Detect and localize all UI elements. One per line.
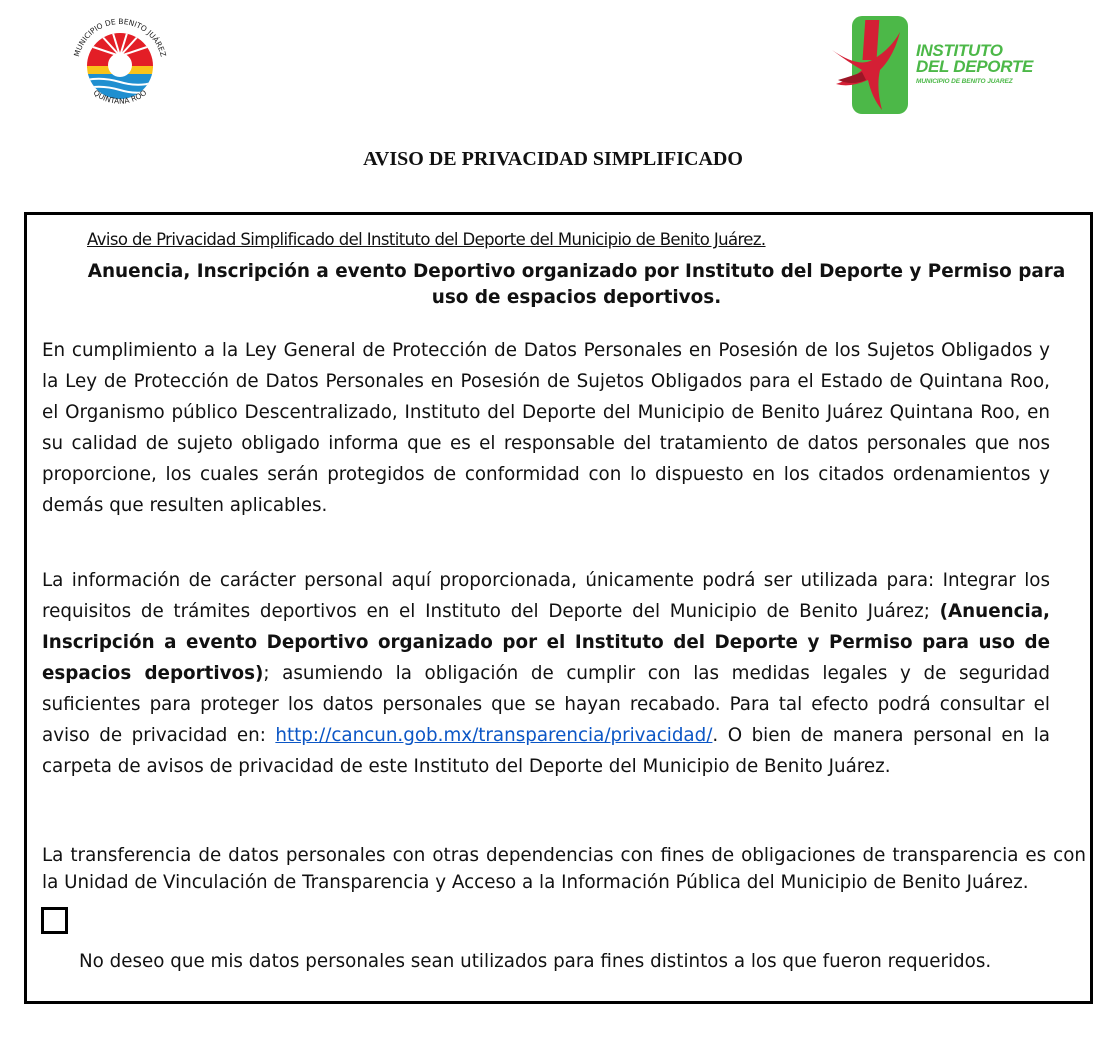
usage-text-2: ; asumiendo la obligación de cumplir con las medidas legales y de seguridad suficientes para proteger los datos personales que se hayan recabado. Para tal efecto podrá consultar el aviso de privacidad en: bbox=[42, 663, 1050, 746]
privacy-notice-box bbox=[24, 212, 1093, 1004]
brand-line-1: INSTITUTO bbox=[916, 41, 1003, 60]
notice-heading: Anuencia, Inscripción a evento Deportivo organizado por Instituto del Deporte y Permiso para uso de espacios deportivos. bbox=[87, 261, 1066, 308]
privacy-link[interactable]: http://cancun.gob.mx/transparencia/privacidad/ bbox=[275, 725, 713, 746]
paragraph-data-usage bbox=[42, 565, 1050, 782]
municipio-benito-juarez-logo bbox=[60, 8, 180, 120]
brand-line-3: MUNICIPIO DE BENITO JUAREZ bbox=[916, 78, 1013, 85]
brand-line-2: DEL DEPORTE bbox=[916, 57, 1033, 76]
paragraph-legal-basis: En cumplimiento a la Ley General de Protección de Datos Personales en Posesión de los Sujetos Obligados y la Ley de Protección de Datos Personales en Posesión de Sujetos Obligados para el Estado de Quintana Roo, el Organismo público Descentralizado, Instituto del Deporte del Municipio de Benito Juárez Quintana Roo, en su calidad de sujeto obligado informa que es el responsable del tratamiento de datos personales que nos proporcione, los cuales serán protegidos de conformidad con lo dispuesto en los citados ordenamientos y demás que resulten aplicables. bbox=[42, 340, 1050, 516]
opt-out-label: No deseo que mis datos personales sean utilizados para fines distintos a los que fueron requeridos. bbox=[79, 951, 992, 972]
usage-text-bold: (Anuencia, Inscripción a evento Deportivo organizado por el Instituto del Deporte y Permiso para uso de espacios deportivos) bbox=[42, 601, 1050, 684]
instituto-del-deporte-logo bbox=[828, 10, 1038, 120]
athlete-figure-icon bbox=[828, 10, 918, 120]
usage-text-3: . O bien de manera personal en la carpeta de avisos de privacidad de este Instituto del Deporte del Municipio de Benito Juárez. bbox=[42, 725, 1050, 777]
svg-text:MUNICIPIO DE BENITO JUÁREZ: MUNICIPIO DE BENITO JUÁREZ bbox=[72, 16, 168, 58]
document-title: AVISO DE PRIVACIDAD SIMPLIFICADO bbox=[363, 148, 743, 170]
usage-text-1: La información de carácter personal aquí proporcionada, únicamente podrá ser utilizada para: Integrar los requisitos de trámites deportivos en el Instituto del Deporte del Municipio de Benito Juárez; bbox=[42, 570, 1050, 622]
opt-out-checkbox[interactable] bbox=[41, 907, 68, 934]
paragraph-data-transfer: La transferencia de datos personales con otras dependencias con fines de obligaciones de transparencia es con la Unidad de Vinculación de Transparencia y Acceso a la Información Pública del Municipio de Benito Juárez. bbox=[42, 845, 1086, 893]
instituto-brand-text bbox=[916, 43, 1033, 86]
municipio-seal-icon bbox=[60, 8, 180, 120]
svg-text:QUINTANA ROO: QUINTANA ROO bbox=[91, 88, 149, 106]
notice-subtitle: Aviso de Privacidad Simplificado del Instituto del Deporte del Municipio de Benito Juárez. bbox=[87, 230, 766, 249]
